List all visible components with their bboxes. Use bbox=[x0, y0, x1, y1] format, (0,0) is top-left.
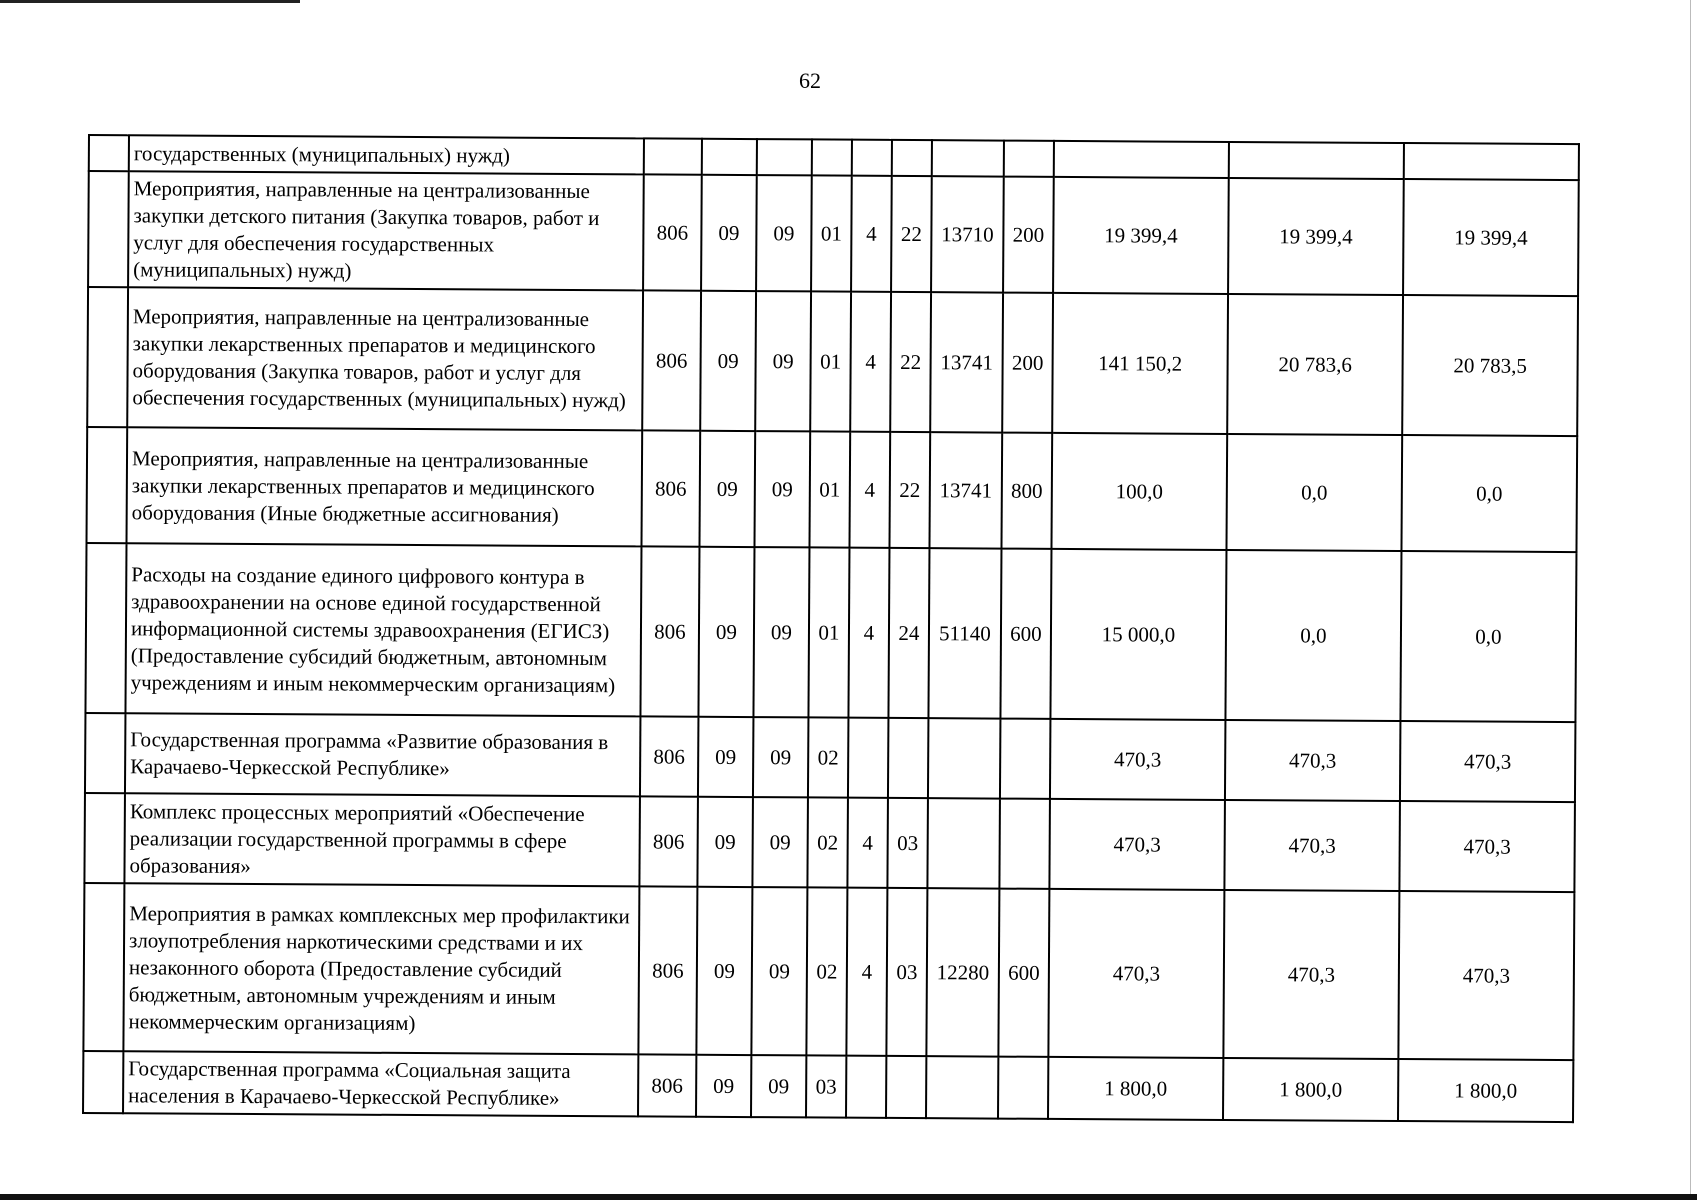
top-edge-rule bbox=[0, 0, 300, 3]
amount-2026-cell: 0,0 bbox=[1225, 550, 1401, 721]
program-code-cell bbox=[812, 139, 852, 175]
description-cell: Комплекс процессных мероприятий «Обеспечение реализации государственной программы в сфере образования» bbox=[124, 793, 640, 886]
expense-type-code-cell bbox=[998, 1057, 1048, 1119]
amount-2025-cell: 470,3 bbox=[1049, 799, 1225, 890]
program-type-code-cell: 4 bbox=[848, 548, 889, 718]
direction-code-cell: 13710 bbox=[931, 176, 1004, 292]
page-number: 62 bbox=[799, 68, 821, 93]
ministry-code-cell: 806 bbox=[638, 1054, 696, 1116]
section-code-cell: 09 bbox=[701, 175, 757, 291]
ministry-code-cell: 806 bbox=[640, 546, 699, 716]
direction-code-cell: 13741 bbox=[930, 292, 1003, 432]
expense-type-code-cell: 200 bbox=[1002, 293, 1053, 433]
amount-2026-cell bbox=[1229, 142, 1404, 179]
program-code-cell: 01 bbox=[809, 431, 850, 547]
description-cell: Мероприятия в рамках комплексных мер профилактики злоупотребления наркотическими средствами и их незаконного оборота (Предоставление субсидий бюджетным, автономным учреждениям и иным некоммерческим организациям) bbox=[123, 883, 639, 1054]
program-type-code-cell bbox=[846, 1056, 886, 1118]
amount-2027-cell: 470,3 bbox=[1400, 721, 1575, 802]
structural-element-code-cell bbox=[892, 140, 932, 176]
bottom-edge-rule bbox=[0, 1194, 1697, 1200]
program-type-code-cell bbox=[852, 140, 892, 176]
section-code-cell: 09 bbox=[697, 797, 753, 887]
expense-type-code-cell: 800 bbox=[1001, 433, 1052, 549]
amount-2026-cell: 470,3 bbox=[1223, 890, 1399, 1059]
amount-2026-cell: 470,3 bbox=[1224, 800, 1400, 891]
table-row bbox=[85, 713, 1575, 802]
description-cell: государственных (муниципальных) нужд) bbox=[129, 135, 644, 174]
structural-element-code-cell: 22 bbox=[891, 176, 932, 292]
section-code-cell: 09 bbox=[698, 717, 753, 797]
table-row bbox=[84, 793, 1575, 892]
table-row bbox=[87, 287, 1578, 436]
subsection-code-cell: 09 bbox=[751, 1055, 806, 1117]
expense-type-code-cell: 600 bbox=[1000, 549, 1051, 719]
row-number-cell bbox=[88, 171, 129, 287]
structural-element-code-cell: 03 bbox=[886, 888, 927, 1056]
ministry-code-cell: 806 bbox=[641, 430, 700, 546]
table-row bbox=[83, 1051, 1573, 1122]
subsection-code-cell: 09 bbox=[753, 717, 808, 797]
table-row bbox=[85, 543, 1576, 722]
direction-code-cell: 51140 bbox=[928, 548, 1001, 718]
subsection-code-cell: 09 bbox=[752, 797, 808, 887]
ministry-code-cell: 806 bbox=[638, 886, 697, 1054]
expense-type-code-cell bbox=[1004, 141, 1054, 177]
amount-2026-cell: 470,3 bbox=[1225, 720, 1400, 801]
program-code-cell: 01 bbox=[810, 291, 851, 431]
expense-type-code-cell: 200 bbox=[1003, 177, 1054, 293]
program-type-code-cell: 4 bbox=[851, 176, 892, 292]
program-code-cell: 01 bbox=[811, 175, 852, 291]
program-type-code-cell: 4 bbox=[847, 798, 888, 888]
program-type-code-cell: 4 bbox=[849, 432, 890, 548]
amount-2027-cell: 1 800,0 bbox=[1398, 1059, 1573, 1122]
ministry-code-cell: 806 bbox=[643, 174, 702, 290]
amount-2025-cell: 1 800,0 bbox=[1048, 1057, 1223, 1120]
ministry-code-cell: 806 bbox=[642, 290, 701, 430]
description-cell: Государственная программа «Социальная защита населения в Карачаево-Черкесской Республике» bbox=[123, 1051, 638, 1116]
subsection-code-cell: 09 bbox=[755, 291, 811, 431]
amount-2025-cell: 470,3 bbox=[1050, 719, 1225, 800]
row-number-cell bbox=[89, 135, 129, 171]
subsection-code-cell: 09 bbox=[753, 547, 809, 717]
row-number-cell bbox=[83, 883, 124, 1051]
program-type-code-cell: 4 bbox=[846, 888, 887, 1056]
subsection-code-cell: 09 bbox=[756, 175, 812, 291]
amount-2027-cell: 0,0 bbox=[1401, 435, 1577, 552]
expense-type-code-cell: 600 bbox=[998, 889, 1049, 1057]
amount-2025-cell: 19 399,4 bbox=[1053, 177, 1229, 294]
ministry-code-cell: 806 bbox=[640, 716, 698, 796]
amount-2026-cell: 1 800,0 bbox=[1223, 1058, 1398, 1121]
row-number-cell bbox=[85, 713, 125, 793]
section-code-cell: 09 bbox=[698, 547, 754, 717]
amount-2027-cell: 19 399,4 bbox=[1403, 179, 1579, 296]
amount-2025-cell: 470,3 bbox=[1048, 889, 1224, 1058]
structural-element-code-cell: 22 bbox=[889, 432, 930, 548]
right-edge-rule bbox=[1690, 0, 1691, 1200]
expense-type-code-cell bbox=[999, 799, 1050, 889]
section-code-cell bbox=[702, 139, 757, 175]
row-number-cell bbox=[87, 287, 128, 427]
amount-2025-cell: 15 000,0 bbox=[1050, 549, 1226, 720]
direction-code-cell: 12280 bbox=[926, 888, 999, 1056]
amount-2027-cell: 0,0 bbox=[1400, 551, 1576, 722]
section-code-cell: 09 bbox=[696, 1055, 751, 1117]
row-number-cell bbox=[85, 543, 126, 713]
amount-2025-cell bbox=[1054, 141, 1229, 178]
description-cell: Мероприятия, направленные на централизованные закупки детского питания (Закупка товаров, работ и услуг для обеспечения государственных (муниципальных) нужд) bbox=[128, 171, 644, 290]
row-number-cell bbox=[83, 1051, 123, 1113]
table-row bbox=[83, 883, 1574, 1060]
direction-code-cell bbox=[932, 140, 1004, 176]
amount-2027-cell bbox=[1404, 143, 1579, 180]
row-number-cell bbox=[84, 793, 125, 883]
budget-table bbox=[82, 134, 1580, 1123]
amount-2026-cell: 20 783,6 bbox=[1227, 294, 1403, 435]
ministry-code-cell bbox=[644, 138, 702, 174]
subsection-code-cell: 09 bbox=[751, 887, 807, 1055]
amount-2027-cell: 470,3 bbox=[1399, 801, 1575, 892]
structural-element-code-cell bbox=[888, 718, 928, 798]
program-code-cell: 01 bbox=[808, 547, 849, 717]
section-code-cell: 09 bbox=[700, 291, 756, 431]
structural-element-code-cell: 03 bbox=[887, 798, 928, 888]
ministry-code-cell: 806 bbox=[639, 796, 698, 886]
subsection-code-cell bbox=[757, 139, 812, 175]
program-code-cell: 02 bbox=[808, 717, 848, 797]
row-number-cell bbox=[87, 427, 128, 543]
program-type-code-cell: 4 bbox=[850, 292, 891, 432]
direction-code-cell bbox=[928, 718, 1000, 798]
program-code-cell: 03 bbox=[806, 1055, 846, 1117]
table-row bbox=[87, 427, 1578, 552]
structural-element-code-cell: 22 bbox=[890, 292, 931, 432]
amount-2025-cell: 141 150,2 bbox=[1052, 293, 1228, 434]
direction-code-cell: 13741 bbox=[929, 432, 1002, 548]
amount-2026-cell: 0,0 bbox=[1226, 434, 1402, 551]
program-code-cell: 02 bbox=[806, 887, 847, 1055]
subsection-code-cell: 09 bbox=[754, 431, 810, 547]
program-type-code-cell bbox=[848, 718, 888, 798]
amount-2027-cell: 470,3 bbox=[1398, 891, 1574, 1060]
direction-code-cell bbox=[926, 1056, 998, 1118]
description-cell: Мероприятия, направленные на централизованные закупки лекарственных препаратов и медицинского оборудования (Иные бюджетные ассигнования) bbox=[127, 427, 643, 546]
structural-element-code-cell: 24 bbox=[888, 548, 929, 718]
expense-type-code-cell bbox=[1000, 719, 1050, 799]
section-code-cell: 09 bbox=[696, 887, 752, 1055]
program-code-cell: 02 bbox=[807, 797, 848, 887]
amount-2027-cell: 20 783,5 bbox=[1402, 295, 1578, 436]
table-row bbox=[88, 171, 1579, 296]
section-code-cell: 09 bbox=[699, 431, 755, 547]
amount-2025-cell: 100,0 bbox=[1051, 433, 1227, 550]
amount-2026-cell: 19 399,4 bbox=[1228, 178, 1404, 295]
direction-code-cell bbox=[927, 798, 1000, 888]
description-cell: Мероприятия, направленные на централизованные закупки лекарственных препаратов и медицинского оборудования (Закупка товаров, работ и услуг для обеспечения государственных (муниципальных) нужд) bbox=[127, 287, 643, 430]
table-body bbox=[83, 135, 1579, 1122]
description-cell: Расходы на создание единого цифрового контура в здравоохранении на основе единой государственной информационной системы здравоохранения (ЕГИСЗ) (Предоставление субсидий бюджетным, автономным учреждениям и иным некоммерческим организациям) bbox=[125, 543, 641, 716]
description-cell: Государственная программа «Развитие образования в Карачаево-Черкесской Республике» bbox=[125, 713, 640, 796]
structural-element-code-cell bbox=[886, 1056, 926, 1118]
